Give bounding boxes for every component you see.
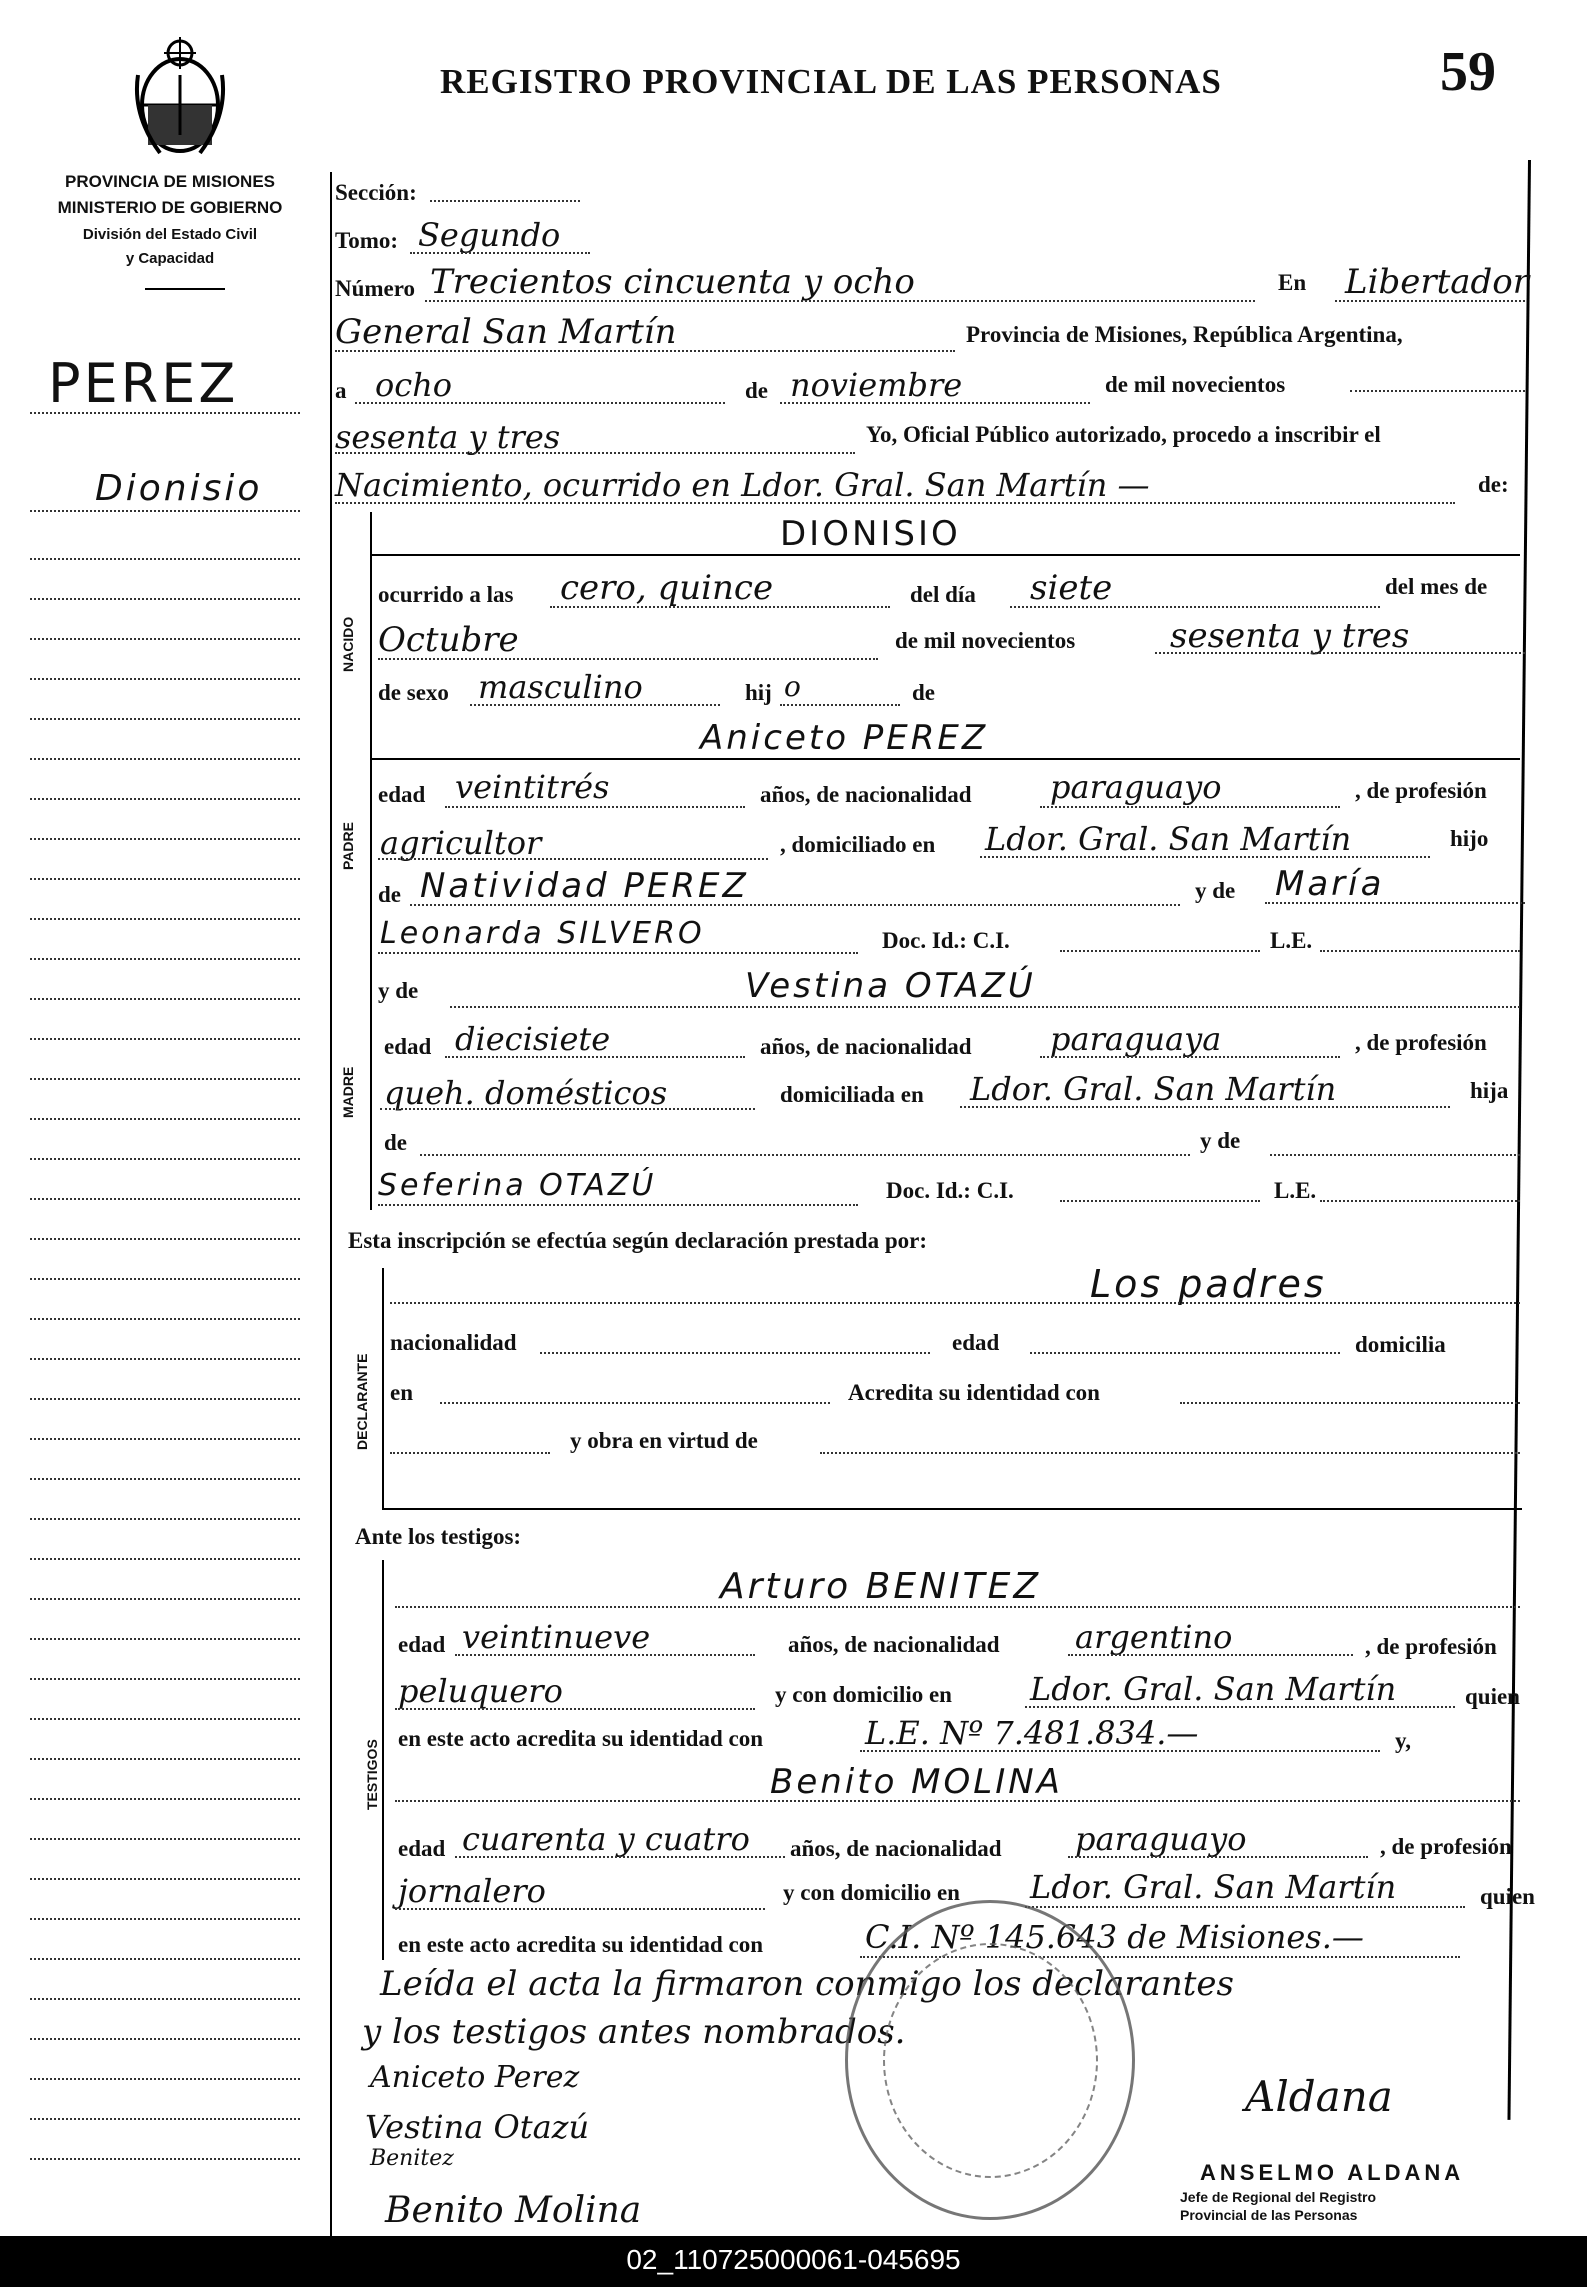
hora-value: cero, quince [560, 568, 774, 608]
decl-obra-label: y obra en virtud de [570, 1428, 758, 1453]
declarante-value: Los padres [1090, 1262, 1327, 1306]
madre-yde-label-2: y de [1200, 1128, 1241, 1153]
madre-prof-value: queh. domésticos [384, 1074, 668, 1112]
madre-dom-value: Ldor. Gral. San Martín [970, 1070, 1337, 1108]
padre-prof-label: , de profesión [1355, 778, 1487, 803]
t1-id-value: L.E. Nº 7.481.834.— [865, 1714, 1199, 1752]
padre-madre-value-2: Leonarda SILVERO [380, 916, 705, 951]
padre-nac-value: paraguayo [1050, 768, 1222, 806]
t1-edad-value: veintinueve [462, 1618, 651, 1656]
yo-oficial-label: Yo, Oficial Público autorizado, procedo a inscribir el [866, 422, 1381, 447]
mes-nac-value: Octubre [378, 620, 519, 660]
madre-side-label: MADRE [340, 1066, 356, 1118]
de-colon-label: de: [1478, 472, 1509, 497]
official-title: Jefe de Regional del Registro Provincial de las Personas [1180, 2189, 1377, 2223]
padre-dom-label: , domiciliado en [780, 832, 936, 857]
acto-value: Nacimiento, ocurrido en Ldor. Gral. San Martín — [335, 466, 1150, 504]
decl-edad-label: edad [952, 1330, 1000, 1355]
del-dia-label: del día [910, 582, 976, 607]
place-line2-value: General San Martín [335, 312, 677, 352]
madre-edad-value: diecisiete [455, 1020, 611, 1058]
t2-prof-value: jornalero [398, 1872, 546, 1910]
padre-prof-value: agricultor [380, 824, 542, 862]
padre-side-label: PADRE [340, 822, 356, 870]
padre-hijo-label: hijo [1450, 826, 1489, 851]
dia-nac-value: siete [1030, 568, 1113, 608]
madre-prof-label: , de profesión [1355, 1030, 1487, 1055]
t1-quien-label: quien [1465, 1684, 1520, 1709]
t2-acto-label: en este acto acredita su identidad con [398, 1932, 764, 1957]
numero-label: Número [335, 276, 416, 301]
declarante-side-label: DECLARANTE [354, 1353, 370, 1450]
padre-edad-value: veintitrés [455, 768, 610, 806]
anio-value: sesenta y tres [335, 418, 561, 456]
madre-hija-label: hija [1470, 1078, 1509, 1103]
ante-testigos-label: Ante los testigos: [355, 1524, 522, 1549]
t1-nac-label: años, de nacionalidad [788, 1632, 1000, 1657]
t2-nac-value: paraguayo [1075, 1820, 1247, 1858]
en-label: En [1278, 270, 1307, 295]
t1-dom-value: Ldor. Gral. San Martín [1030, 1670, 1397, 1708]
t2-dom-label: y con domicilio en [783, 1880, 960, 1905]
official-signature: Aldana [1245, 2072, 1393, 2121]
t1-dom-label: y con domicilio en [775, 1682, 952, 1707]
margin-lines [30, 520, 300, 2160]
madre-nac-label: años, de nacionalidad [760, 1034, 972, 1059]
decl-domicilia-label: domicilia [1355, 1332, 1446, 1357]
t1-prof-value: peluquero [398, 1672, 563, 1710]
signature-1: Aniceto Perez [370, 2060, 580, 2095]
padre-edad-label: edad [378, 782, 426, 807]
footer-document-id: 02_110725000061-045695 [626, 2244, 961, 2275]
padre-padre-value: Natividad PEREZ [420, 866, 749, 906]
padre-de-label: de [378, 882, 401, 907]
en-place-value: Libertador [1345, 262, 1530, 302]
madre-nac-value: paraguaya [1050, 1020, 1222, 1058]
madre-de-label: de [384, 1130, 407, 1155]
closing-line-1: Leída el acta la firmaron conmigo los declarantes [380, 1964, 1234, 2004]
tomo-value: Segundo [418, 216, 561, 254]
mes-value: noviembre [790, 366, 963, 404]
madre-doc-label: Doc. Id.: C.I. [886, 1178, 1014, 1203]
sexo-label: de sexo [378, 680, 449, 705]
esta-inscripcion-label: Esta inscripción se efectúa según declaración prestada por: [348, 1228, 928, 1253]
decl-nac-label: nacionalidad [390, 1330, 517, 1355]
margin-surname: PEREZ [48, 352, 239, 415]
sexo-value: masculino [478, 668, 643, 706]
nacido-side-label: NACIDO [340, 616, 356, 672]
decl-acredita-label: Acredita su identidad con [848, 1380, 1100, 1405]
testigo1-name-value: Arturo BENITEZ [720, 1566, 1042, 1607]
signature-3: Benitez [370, 2146, 454, 2171]
division-label: División del Estado Civil [82, 226, 258, 243]
t2-dom-value: Ldor. Gral. San Martín [1030, 1868, 1397, 1906]
padre-doc-label: Doc. Id.: C.I. [882, 928, 1010, 953]
padre-dom-value: Ldor. Gral. San Martín [985, 820, 1352, 858]
madre-le-label: L.E. [1274, 1178, 1317, 1203]
padre-nac-label: años, de nacionalidad [760, 782, 972, 807]
seccion-label: Sección: [335, 180, 417, 205]
de-label: de [745, 378, 768, 403]
padre-name-value: Aniceto PEREZ [700, 718, 989, 758]
document-title: REGISTRO PROVINCIAL DE LAS PERSONAS [440, 62, 1222, 101]
t2-prof-label: , de profesión [1380, 1834, 1512, 1859]
dia-value: ocho [375, 366, 453, 404]
t2-nac-label: años, de nacionalidad [790, 1836, 1002, 1861]
hijo-suffix-value: o [784, 670, 801, 703]
padre-le-label: L.E. [1270, 928, 1313, 953]
province-label: PROVINCIA DE MISIONES [64, 172, 275, 191]
madre-name-value: Vestina OTAZÚ [745, 966, 1036, 1006]
tomo-label: Tomo: [335, 228, 399, 253]
testigos-side-label: TESTIGOS [364, 1739, 380, 1810]
closing-line-2: y los testigos antes nombrados. [362, 2012, 906, 2052]
official-seal-stamp [845, 1900, 1135, 2220]
numero-value: Trecientos cincuenta y ocho [430, 262, 915, 302]
t2-quien-label: quien [1480, 1884, 1535, 1909]
t1-y-label: y, [1395, 1728, 1411, 1753]
padre-yde-label: y de [1195, 878, 1236, 903]
madre-edad-label: edad [384, 1034, 432, 1059]
de-mil-label-2: de mil novecientos [895, 628, 1076, 653]
testigo2-name-value: Benito MOLINA [770, 1762, 1063, 1802]
padre-madre-value-1: María [1275, 864, 1385, 904]
t2-edad-label: edad [398, 1836, 446, 1861]
madre-yde-label: y de [378, 978, 419, 1003]
division-label-2: y Capacidad [125, 250, 215, 267]
ministry-label: MINISTERIO DE GOBIERNO [57, 198, 283, 217]
provincia-label: Provincia de Misiones, República Argentina, [966, 322, 1403, 347]
a-label: a [335, 378, 347, 403]
t2-id-value: C.I. Nº 145.643 de Misiones.— [865, 1918, 1364, 1956]
del-mes-label: del mes de [1385, 574, 1488, 599]
t1-prof-label: , de profesión [1365, 1634, 1497, 1659]
madre-dom-label: domiciliada en [780, 1082, 924, 1107]
t1-acto-label: en este acto acredita su identidad con [398, 1726, 764, 1751]
coat-of-arms-icon [130, 35, 230, 160]
signature-4: Benito Molina [385, 2190, 642, 2231]
signature-2: Vestina Otazú [365, 2108, 590, 2146]
hijo-label: hij [745, 680, 772, 705]
madre-madre-value: Seferina OTAZÚ [378, 1168, 657, 1203]
decl-en-label: en [390, 1380, 413, 1405]
child-name-value: DIONISIO [780, 514, 961, 554]
de-mil-label: de mil novecientos [1105, 372, 1286, 397]
t2-edad-value: cuarenta y cuatro [462, 1820, 750, 1858]
t1-nac-value: argentino [1075, 1618, 1233, 1656]
de-label-2: de [912, 680, 935, 705]
divider [145, 288, 225, 290]
folio-number: 59 [1440, 41, 1496, 103]
ocurrido-label: ocurrido a las [378, 582, 514, 607]
t1-edad-label: edad [398, 1632, 446, 1657]
official-name: ANSELMO ALDANA [1200, 2160, 1465, 2185]
anio-nac-value: sesenta y tres [1170, 616, 1410, 656]
margin-given-name: Dionisio [95, 468, 263, 509]
